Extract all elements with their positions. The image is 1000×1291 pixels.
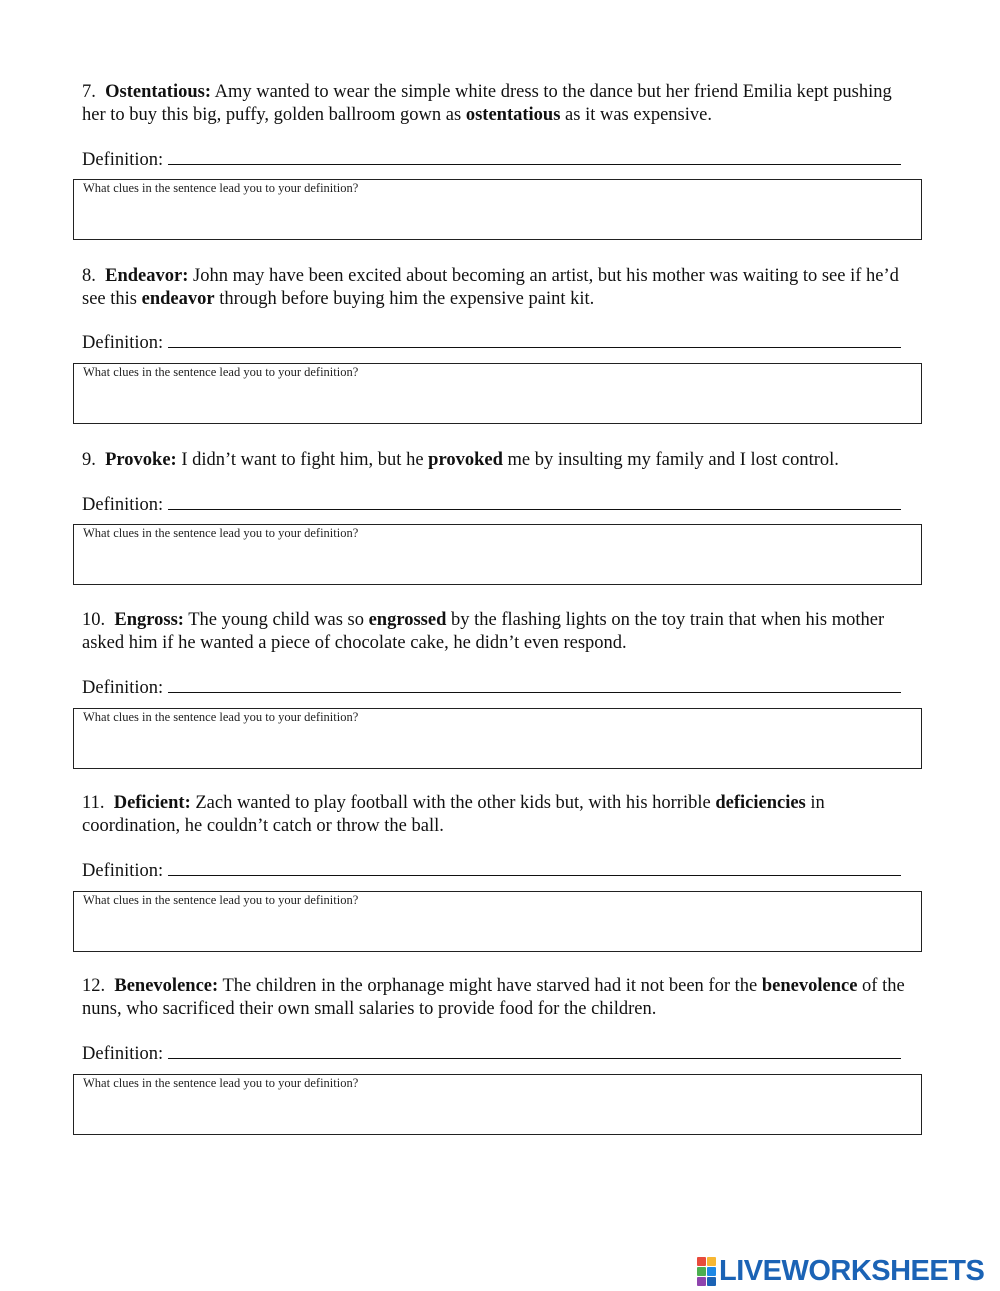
highlighted-word: benevolence [761,976,858,996]
clue-input[interactable] [74,1093,921,1133]
sentence-text: Zach wanted to play football with the other kids but, with his horrible [190,793,716,813]
sentence-text: through before buying him the expensive paint kit. [214,289,595,309]
clue-prompt-label: What clues in the sentence lead you to your definition? [83,181,359,195]
question-sentence [82,609,912,655]
logo-blocks-icon [697,1257,716,1286]
definition-row [82,1043,901,1065]
vocabulary-term: Deficient: [113,793,191,813]
definition-row [82,332,901,354]
highlighted-word: provoked [428,450,503,470]
definition-label: Definition: [82,861,164,881]
clue-input[interactable] [74,382,921,422]
question-number: 9. [82,450,96,470]
definition-input[interactable] [172,860,909,882]
logo-block [707,1267,716,1276]
definition-label: Definition: [82,678,164,698]
question-item [82,449,924,540]
logo-block [697,1267,706,1276]
question-item [82,792,924,907]
clue-prompt-label: What clues in the sentence lead you to your definition? [83,893,359,907]
vocabulary-term: Provoke: [105,450,177,470]
definition-input[interactable] [172,1043,909,1065]
definition-label: Definition: [82,495,164,515]
definition-label: Definition: [82,333,164,353]
sentence-text: me by insulting my family and I lost control. [502,450,839,470]
sentence-text: as it was expensive. [560,105,712,125]
clue-answer-box[interactable] [73,891,922,952]
question-sentence [82,792,912,838]
clue-answer-box[interactable] [73,1074,922,1135]
highlighted-word: engrossed [368,610,447,630]
logo-block [697,1257,706,1266]
sentence-text: by the flashing lights on the toy train that when his mother asked him if he wanted a piece of chocolate cake, he didn’t even respond. [82,610,885,653]
clue-input[interactable] [74,910,921,950]
highlighted-word: deficiencies [715,793,806,813]
sentence-text: in coordination, he couldn’t catch or throw the ball. [82,793,825,836]
vocabulary-term: Benevolence: [114,976,219,996]
highlighted-word: endeavor [141,289,215,309]
sentence-text: Amy wanted to wear the simple white dress to the dance but her friend Emilia kept pushing her to buy this big, puffy, golden ballroom gown as [82,82,892,125]
sentence-text: The children in the orphanage might have starved had it not been for the [218,976,762,996]
sentence-text: I didn’t want to fight him, but he [176,450,429,470]
sentence-text: John may have been excited about becoming an artist, but his mother was waiting to see if he’d see this [82,266,899,309]
question-number: 8. [82,266,96,286]
question-item [82,81,924,195]
definition-row [82,494,901,516]
question-item [82,975,924,1090]
liveworksheets-logo [697,1256,984,1286]
question-sentence [82,975,912,1021]
clue-answer-box[interactable] [73,363,922,424]
definition-input[interactable] [172,332,909,354]
clue-prompt-label: What clues in the sentence lead you to your definition? [83,526,359,540]
definition-label: Definition: [82,150,164,170]
logo-block [707,1277,716,1286]
clue-input[interactable] [74,727,921,767]
logo-text: LIVEWORKSHEETS [719,1254,985,1287]
sentence-text: of the nuns, who sacrificed their own small salaries to provide food for the children. [82,976,905,1019]
question-sentence [82,265,912,311]
question-item [82,265,924,379]
question-item [82,609,924,724]
highlighted-word: ostentatious [465,105,561,125]
definition-row [82,149,901,171]
question-number: 10. [82,610,106,630]
question-number: 11. [82,793,105,813]
definition-input[interactable] [172,494,909,516]
question-number: 7. [82,82,96,102]
question-sentence [82,81,912,127]
question-sentence [82,449,912,472]
clue-input[interactable] [74,198,921,238]
vocabulary-term: Engross: [114,610,184,630]
clue-prompt-label: What clues in the sentence lead you to your definition? [83,365,359,379]
clue-answer-box[interactable] [73,708,922,769]
clue-answer-box[interactable] [73,524,922,585]
sentence-text: The young child was so [183,610,369,630]
clue-answer-box[interactable] [73,179,922,240]
clue-prompt-label: What clues in the sentence lead you to your definition? [83,1076,359,1090]
definition-row [82,677,901,699]
definition-label: Definition: [82,1044,164,1064]
logo-block [707,1257,716,1266]
vocabulary-term: Ostentatious: [105,82,211,102]
clue-input[interactable] [74,543,921,583]
definition-input[interactable] [172,149,909,171]
question-number: 12. [82,976,106,996]
vocabulary-term: Endeavor: [105,266,189,286]
definition-row [82,860,901,882]
clue-prompt-label: What clues in the sentence lead you to your definition? [83,710,359,724]
definition-input[interactable] [172,677,909,699]
logo-block [697,1277,706,1286]
